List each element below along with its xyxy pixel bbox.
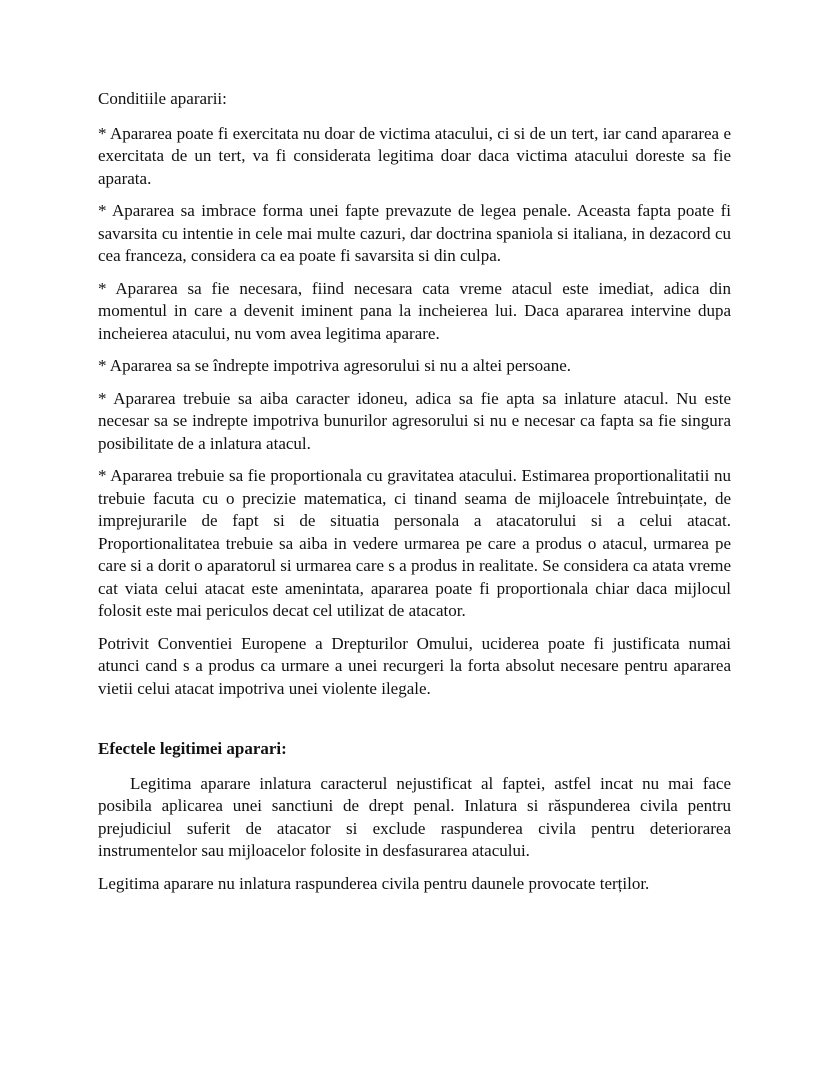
paragraph-echr: Potrivit Conventiei Europene a Drepturilor Omului, uciderea poate fi justificata numai atunci cand s a produs ca urmare a unei recurgeri la forta absolut necesare pentru apararea vietii celui atacat impotriva unei violente ilegale. [98, 633, 731, 698]
paragraph-condition-against-aggressor: * Apararea sa se îndrepte impotriva agresorului si nu a altei persoane. [98, 356, 571, 375]
paragraph-condition-third-party: * Apararea poate fi exercitata nu doar de victima atacului, ci si de un tert, iar cand apararea e exercitata de un tert, va fi considerata legitima doar daca victima atacului doreste sa fie aparata. [98, 123, 731, 188]
document-page [98, 88, 731, 905]
paragraph-effects-third-parties: Legitima aparare nu inlatura raspunderea civila pentru daunele provocate terților. [98, 873, 650, 893]
section-heading-conditions: Conditiile apararii: [98, 89, 227, 108]
paragraph-condition-necessary: * Apararea sa fie necesara, fiind necesara cata vreme atacul este imediat, adica din momentul in care a devenit iminent pana la incheierea lui. Daca apararea intervine dupa incheierea atacului, nu vom avea legitima aparare. [98, 278, 731, 343]
paragraph-condition-suitable: * Apararea trebuie sa aiba caracter idoneu, adica sa fie apta sa inlature atacul. Nu este necesar sa se indrepte impotriva bunurilor agresorului si nu e necesar ca fapta sa fie singura posibilitate de a inlatura atacul. [98, 388, 731, 453]
paragraph-condition-criminal-act: * Apararea sa imbrace forma unei fapte prevazute de legea penale. Aceasta fapta poate fi savarsita cu intentie in cele mai multe cazuri, dar doctrina spaniola si italiana, in dezacord cu cea franceza, considera ca ea poate fi savarsita si din culpa. [98, 201, 731, 265]
paragraph-effects-main: Legitima aparare inlatura caracterul nejustificat al faptei, astfel incat nu mai face posibila aplicarea unei sanctiuni de drept penal. Inlatura si răspunderea civila pentru prejudiciul suferit de atacator si exclude raspunderea civila pentru deteriorarea instrumentelor sau mijloacelor folosite in desfasurarea atacului. [98, 773, 731, 860]
section-heading-effects: Efectele legitimei aparari: [98, 739, 287, 758]
paragraph-condition-proportional: * Apararea trebuie sa fie proportionala cu gravitatea atacului. Estimarea proportionalitatii nu trebuie facuta cu o precizie matematica, ci tinand seama de mijloacele întrebuințate, de imprejurarile de fapt si de situatia personala a atacatorului si a celui atacat. Proportionalitatea trebuie sa aiba in vedere urmarea pe care a produs o atacul, urmarea pe care si a dorit o aparatorul si urmarea care s a produs in realitate. Se considera ca atata vreme cat viata celui atacat este amenintata, apararea poate fi proportionala chiar daca mijlocul folosit este mai periculos decat cel utilizat de atacator. [98, 466, 731, 620]
